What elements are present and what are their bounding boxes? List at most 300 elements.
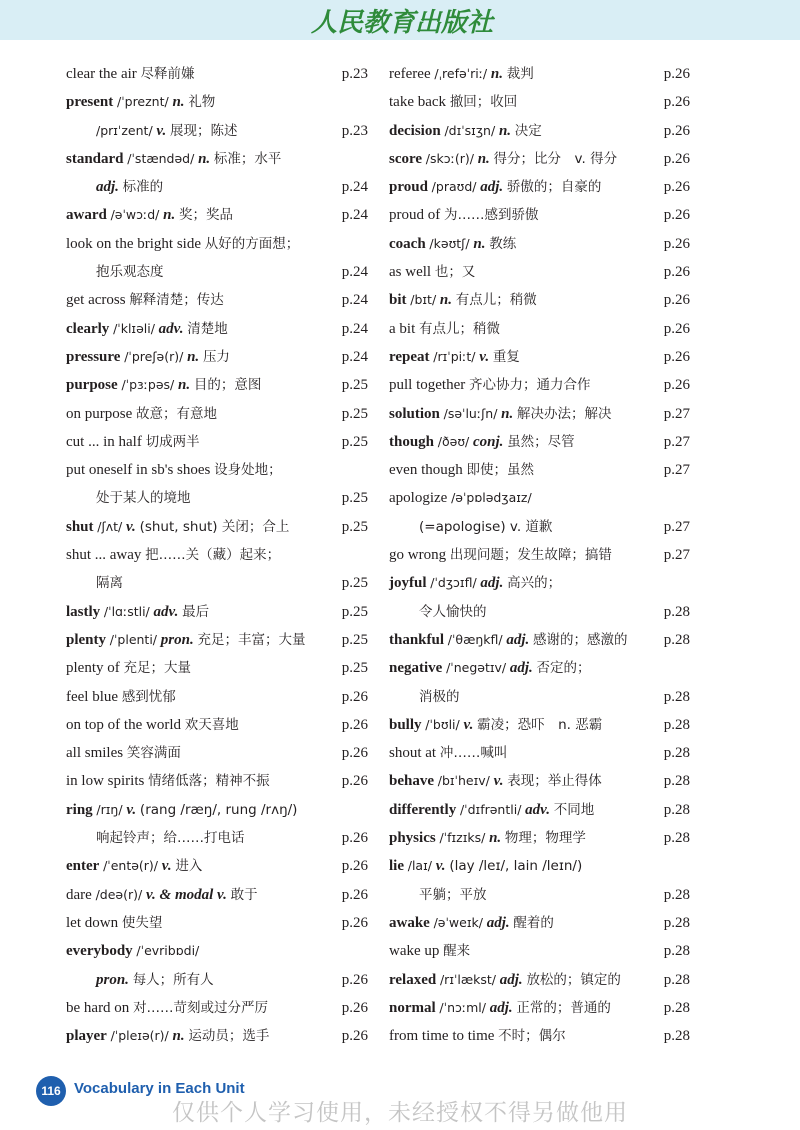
vocab-meaning: 教练 [489,235,517,252]
vocab-headword: behave [389,773,434,790]
vocab-entry-text [389,711,602,739]
vocab-entry-text [66,1022,269,1050]
vocab-entry-text [389,852,582,880]
vocab-phonetic: /praʊd/ [431,179,477,195]
vocab-page-ref: p.26 [663,150,690,167]
vocab-entry-text [389,201,539,229]
vocab-part-of-speech: pron. [96,971,129,988]
vocab-page-ref: p.25 [341,631,368,648]
vocab-headword: apologize [389,490,448,507]
vocab-phonetic: /əˈweɪk/ [433,914,483,930]
vocab-entry [389,654,690,682]
vocab-entry-text [419,513,552,541]
vocab-entry-text [96,569,123,597]
vocab-headword: shut ... away [66,547,142,564]
vocab-entry-text [66,201,233,229]
vocab-page-ref: p.24 [341,348,368,365]
vocab-phonetic: /əˈwɔːd/ [110,207,160,223]
vocab-entry-text [66,400,217,428]
vocab-part-of-speech: adv. [158,320,184,337]
vocab-headword: relaxed [389,971,437,988]
vocab-page-ref: p.28 [663,716,690,733]
vocab-entry [66,286,368,314]
vocab-part-of-speech: n. [163,207,176,224]
vocab-page-ref: p.25 [341,490,368,507]
vocab-phonetic: /deə(r)/ [95,886,143,902]
vocab-meaning: 为……感到骄傲 [444,207,539,224]
vocab-entry [66,767,368,795]
vocab-headword: wake up [389,943,440,960]
vocab-headword: though [389,433,435,450]
vocab-entry-text [66,513,289,541]
vocab-page-ref: p.28 [663,886,690,903]
vocab-entry [66,569,368,597]
vocab-entry [389,88,690,116]
vocab-phonetic: /dɪˈsɪʒn/ [444,122,496,138]
vocab-entry-text [389,569,561,597]
vocab-part-of-speech: v. [161,858,172,875]
vocab-headword: shut [66,518,94,535]
vocab-part-of-speech: v. [156,122,167,139]
vocab-page-ref: p.26 [663,264,690,281]
vocab-page-ref: p.26 [663,292,690,309]
vocab-meaning: 不时；偶尔 [498,1028,566,1045]
vocab-entry-text [66,683,176,711]
vocab-entry-text [389,796,594,824]
vocab-headword: clearly [66,320,110,337]
vocab-entry [66,796,368,824]
vocab-meaning: 不同地 [553,801,595,818]
vocab-meaning: 奖；奖品 [178,207,233,224]
vocab-headword: everybody [66,943,133,960]
vocab-headword: bully [389,716,422,733]
vocab-entry [389,230,690,258]
vocab-meaning: 故意；有意地 [136,405,217,422]
vocab-meaning: 表现；举止得体 [507,773,602,790]
vocab-headword: even though [389,462,463,479]
vocab-phonetic: /ˈlɑːstli/ [103,603,150,619]
vocab-entry-text [96,117,238,145]
vocab-phonetic: /ˈplenti/ [109,631,158,647]
vocab-entry-text [389,117,542,145]
vocab-meaning: 每人；所有人 [132,971,214,988]
vocab-entry [66,60,368,88]
vocab-page-ref: p.25 [341,518,368,535]
vocab-entry [389,286,690,314]
vocab-entry [66,994,368,1022]
vocab-phonetic: /laɪ/ [407,858,432,874]
vocab-meaning: 即使；虽然 [466,462,534,479]
vocab-part-of-speech: n. [172,94,185,111]
vocab-headword: on purpose [66,405,133,422]
vocab-page-ref: p.28 [663,1028,690,1045]
vocab-phonetic: /ˈstændəd/ [127,150,195,166]
vocab-page-ref: p.26 [663,207,690,224]
vocab-entry-text [96,173,163,201]
vocab-entry [66,824,368,852]
vocab-phonetic: /rɪˈpiːt/ [433,348,476,364]
vocab-part-of-speech: v. [435,858,446,875]
vocab-part-of-speech: v. [479,348,490,365]
vocab-headword: purpose [66,377,118,394]
vocab-entry [66,683,368,711]
vocab-part-of-speech: n. [187,348,200,365]
vocab-entry-text [66,994,268,1022]
vocab-headword: proud of [389,207,441,224]
vocab-part-of-speech: n. [172,1028,185,1045]
vocab-page-ref: p.28 [663,688,690,705]
vocab-entry-text [389,909,554,937]
vocab-part-of-speech: adj. [480,179,504,196]
vocab-meaning: 放松的；镇定的 [526,971,621,988]
vocab-page-ref: p.28 [663,999,690,1016]
vocab-entry [389,258,690,286]
vocab-headword: award [66,207,107,224]
vocab-entry [66,909,368,937]
vocab-entry-text [66,767,270,795]
vocab-part-of-speech: n. [473,235,486,252]
vocab-entry-text [66,145,281,173]
vocab-page-ref: p.26 [663,320,690,337]
vocab-phonetic: /ˈdʒɔɪfl/ [430,575,477,591]
publisher-logo [292,4,512,38]
vocab-meaning: 高兴的； [507,575,562,592]
vocab-meaning: 决定 [514,122,542,139]
vocab-page-ref: p.23 [341,66,368,82]
vocab-headword: cut ... in half [66,433,142,450]
vocab-column-right [389,60,690,1050]
vocab-phonetic: /ˈevribɒdi/ [136,943,200,959]
vocab-page-ref: p.26 [341,688,368,705]
vocab-entry [66,484,368,512]
vocab-entry-text [389,1022,566,1050]
vocab-page-ref: p.25 [341,660,368,677]
vocab-entry [389,824,690,852]
vocab-entry [66,258,368,286]
vocab-page-ref: p.26 [341,830,368,847]
vocab-headword: lie [389,858,404,875]
vocab-entry-text [389,371,590,399]
vocab-meaning: 情绪低落；精神不振 [148,773,270,790]
vocab-entry [66,852,368,880]
vocab-part-of-speech: adj. [489,999,513,1016]
vocab-headword: normal [389,999,436,1016]
vocab-entry [66,513,368,541]
vocab-page-ref: p.26 [663,122,690,139]
vocab-headword: all smiles [66,745,124,762]
vocab-meaning: 消极的 [419,688,460,705]
vocab-entry-text [389,739,507,767]
vocab-headword: clear the air [66,66,137,82]
vocab-meaning: 处于某人的境地 [96,490,191,507]
vocab-entry [66,881,368,909]
vocab-meaning: 笑容满面 [126,745,181,762]
vocab-headword: enter [66,858,100,875]
vocab-entry [389,909,690,937]
vocab-entry [66,88,368,116]
vocab-part-of-speech: n. [439,292,453,309]
vocab-meaning: 冲……喊叫 [439,745,508,762]
vocab-entry [66,201,368,229]
vocab-page-ref: p.24 [341,292,368,309]
vocab-page-ref: p.26 [341,858,368,875]
vocab-part-of-speech: n. [490,66,503,82]
vocab-page-ref: p.24 [341,320,368,337]
vocab-entry-text [66,598,209,626]
vocab-page-ref: p.26 [663,179,690,196]
vocab-headword: repeat [389,348,430,365]
vocab-entry [66,1022,368,1050]
vocab-meaning: 撤回；收回 [449,94,518,111]
vocab-meaning: 敢于 [230,886,258,903]
vocab-entry-text [66,937,199,965]
vocab-page-ref: p.26 [663,66,690,82]
vocab-entry [389,739,690,767]
vocab-meaning: 把……关（藏）起来； [145,547,281,564]
vocab-entry-text [66,739,181,767]
vocab-meaning: 压力 [202,348,230,365]
vocab-entry [66,428,368,456]
vocab-phonetic: /prɪˈzent/ [96,122,153,138]
vocab-headword: physics [389,830,436,847]
vocab-headword: plenty [66,631,107,648]
vocab-entry-text [389,173,601,201]
vocab-entry [66,173,368,201]
vocab-headword: from time to time [389,1028,495,1045]
vocab-entry [66,230,368,258]
vocab-part-of-speech: v. [463,716,474,733]
vocab-phonetic: /ˈpreʃə(r)/ [124,348,184,364]
vocab-entry-text [389,315,500,343]
vocab-page-ref: p.26 [341,914,368,931]
vocab-page-ref: p.26 [341,773,368,790]
vocab-headword: decision [389,122,441,139]
vocab-page-ref: p.26 [341,999,368,1016]
vocab-entry [66,456,368,484]
vocab-part-of-speech: adj. [509,660,533,677]
publisher-logo-text: 人民教育出版社 [310,8,494,38]
vocab-page-ref: p.27 [663,462,690,479]
vocab-entry-text [66,428,200,456]
vocab-entry [66,937,368,965]
vocab-entry [389,937,690,965]
vocab-meaning: 正常的；普通的 [516,999,611,1016]
vocab-meaning: (shut, shut) 关闭；合上 [139,518,290,535]
vocab-meaning: 目的；意图 [193,377,262,394]
vocab-part-of-speech: v. [125,518,136,535]
vocab-phonetic: /ˈfɪzɪks/ [439,830,486,846]
vocab-entry-text [389,428,575,456]
vocab-entry-text [389,767,602,795]
vocab-entry [66,117,368,145]
vocab-page-ref: p.28 [663,830,690,847]
vocab-part-of-speech: n. [177,377,191,394]
vocab-entry [389,852,690,880]
vocab-page-ref: p.26 [663,377,690,394]
vocab-phonetic: /ˈpreznt/ [116,94,169,110]
vocab-phonetic: /ˈpɜːpəs/ [121,377,175,393]
vocab-entry-text [389,88,517,116]
vocab-part-of-speech: conj. [473,433,504,450]
vocab-headword: shout at [389,745,437,762]
vocab-part-of-speech: n. [501,405,514,422]
vocab-entry [389,881,690,909]
vocab-entry [389,1022,690,1050]
vocab-part-of-speech: adj. [486,914,510,931]
vocab-phonetic: /rɪˈlækst/ [439,971,497,987]
vocab-entry [389,315,690,343]
vocab-meaning: 响起铃声；给……打电话 [96,830,245,847]
vocab-headword: in low spirits [66,773,145,790]
vocab-page-ref: p.27 [663,433,690,450]
vocab-part-of-speech: adj. [506,631,530,648]
vocab-headword: let down [66,914,119,931]
vocab-phonetic: /bɪt/ [410,292,437,308]
vocab-headword: score [389,150,423,167]
vocab-meaning: 设身处地； [214,462,282,479]
vocab-entry [389,400,690,428]
vocab-headword: proud [389,179,428,196]
vocab-page-ref: p.26 [341,1028,368,1045]
vocab-entry-text [66,626,305,654]
vocab-part-of-speech: n. [489,830,502,847]
vocab-entry-text [389,994,611,1022]
vocab-page-ref: p.25 [341,405,368,422]
vocab-entry [389,484,690,512]
vocab-page-ref: p.24 [341,179,368,196]
vocab-phonetic: /ðəʊ/ [437,433,470,449]
vocab-page-ref: p.28 [663,914,690,931]
vocab-meaning: 也；又 [434,264,476,281]
vocab-meaning: 清楚地 [187,320,228,337]
vocab-entry [66,315,368,343]
section-title: Vocabulary in Each Unit [74,1080,245,1097]
vocab-phonetic: /rɪŋ/ [96,801,123,817]
vocab-page-ref: p.28 [663,943,690,960]
vocab-entry [66,145,368,173]
vocab-entry [389,60,690,88]
header-band [0,0,800,40]
vocab-entry-text [66,852,202,880]
vocab-meaning: 令人愉快的 [419,603,487,620]
vocab-page-ref: p.27 [663,405,690,422]
vocab-meaning: 出现问题；发生故障；搞错 [449,547,612,564]
vocab-entry-text [389,400,612,428]
vocab-phonetic: /kəʊtʃ/ [429,235,470,251]
vocab-page-ref: p.28 [663,773,690,790]
vocab-meaning: 有点儿；稍微 [419,320,500,337]
vocab-meaning: 充足；大量 [123,660,191,677]
vocab-entry-text [419,598,487,626]
vocab-headword: ring [66,801,93,818]
vocab-entry [389,513,690,541]
vocab-entry [66,739,368,767]
vocab-entry [66,343,368,371]
vocab-entry-text [389,626,628,654]
vocab-part-of-speech: adv. [153,603,179,620]
vocab-meaning: 礼物 [188,94,216,111]
vocab-phonetic: /ˈθæŋkfl/ [447,631,503,647]
vocab-headword: pressure [66,348,121,365]
vocab-meaning: 霸凌；恐吓 n. 恶霸 [477,716,603,733]
vocab-phonetic: /ˈentə(r)/ [103,858,159,874]
vocab-meaning: 解释清楚；传达 [129,292,224,309]
vocab-page-ref: p.25 [341,603,368,620]
page-number-badge: 116 [36,1076,66,1106]
vocab-headword: player [66,1028,107,1045]
vocab-page-ref: p.26 [663,94,690,111]
vocab-headword: feel blue [66,688,119,705]
vocab-headword: bit [389,292,407,309]
vocab-entry-text [389,937,470,965]
vocab-entry [389,117,690,145]
vocab-entry-text [389,484,532,512]
vocab-entry-text [66,343,230,371]
vocab-entry-text [66,88,215,116]
vocab-entry-text [96,824,245,852]
vocab-headword: put oneself in sb's shoes [66,462,211,479]
vocab-headword: referee [389,66,431,82]
vocab-phonetic: /bɪˈheɪv/ [437,773,490,789]
vocab-meaning: 重复 [492,348,520,365]
vocab-entry [389,966,690,994]
vocab-entry [66,711,368,739]
vocab-entry [389,201,690,229]
vocab-page-ref: p.24 [341,264,368,281]
vocab-meaning: (=apologise) v. 道歉 [419,518,553,535]
vocab-part-of-speech: adj. [480,575,504,592]
vocab-page-ref: p.27 [663,547,690,564]
vocab-entry-text [66,230,299,258]
vocab-part-of-speech: n. [477,150,490,167]
vocab-entry-text [66,286,224,314]
vocab-phonetic: /ˈdɪfrəntli/ [459,801,522,817]
vocab-headword: go wrong [389,547,447,564]
vocab-phonetic: /əˈpɒlədʒaɪz/ [451,490,532,506]
vocab-part-of-speech: v. [126,801,137,818]
vocab-entry [389,456,690,484]
vocab-meaning: 齐心协力；通力合作 [468,377,591,394]
vocab-page-ref: p.26 [663,348,690,365]
vocab-entry [66,966,368,994]
vocab-part-of-speech: n. [198,150,211,167]
vocab-entry [389,598,690,626]
vocab-entry-text [389,230,516,258]
vocab-entry-text [389,286,537,314]
vocab-entry [389,994,690,1022]
vocab-entry-text [389,258,475,286]
vocab-meaning: 欢天喜地 [184,716,239,733]
vocab-entry-text [389,654,591,682]
vocab-meaning: 感到忧郁 [121,688,176,705]
vocab-meaning: 隔离 [96,575,123,592]
vocab-meaning: (rang /ræŋ/, rung /rʌŋ/) [139,801,298,818]
vocab-meaning: 从好的方面想； [204,235,300,252]
vocab-headword: joyful [389,575,427,592]
vocab-phonetic: /ˌrefəˈriː/ [434,66,488,81]
vocab-meaning: 最后 [182,603,210,620]
vocab-part-of-speech: adv. [525,801,551,818]
vocab-entry-text [389,541,612,569]
vocab-headword: solution [389,405,440,422]
vocab-meaning: 虽然；尽管 [507,433,575,450]
watermark-text: 仅供个人学习使用，未经授权不得另做他用 [172,1100,628,1126]
vocab-entry [389,145,690,173]
vocab-headword: coach [389,235,426,252]
vocab-entry [66,541,368,569]
vocab-meaning: 解决办法；解决 [517,405,612,422]
vocab-column-left [66,60,368,1050]
